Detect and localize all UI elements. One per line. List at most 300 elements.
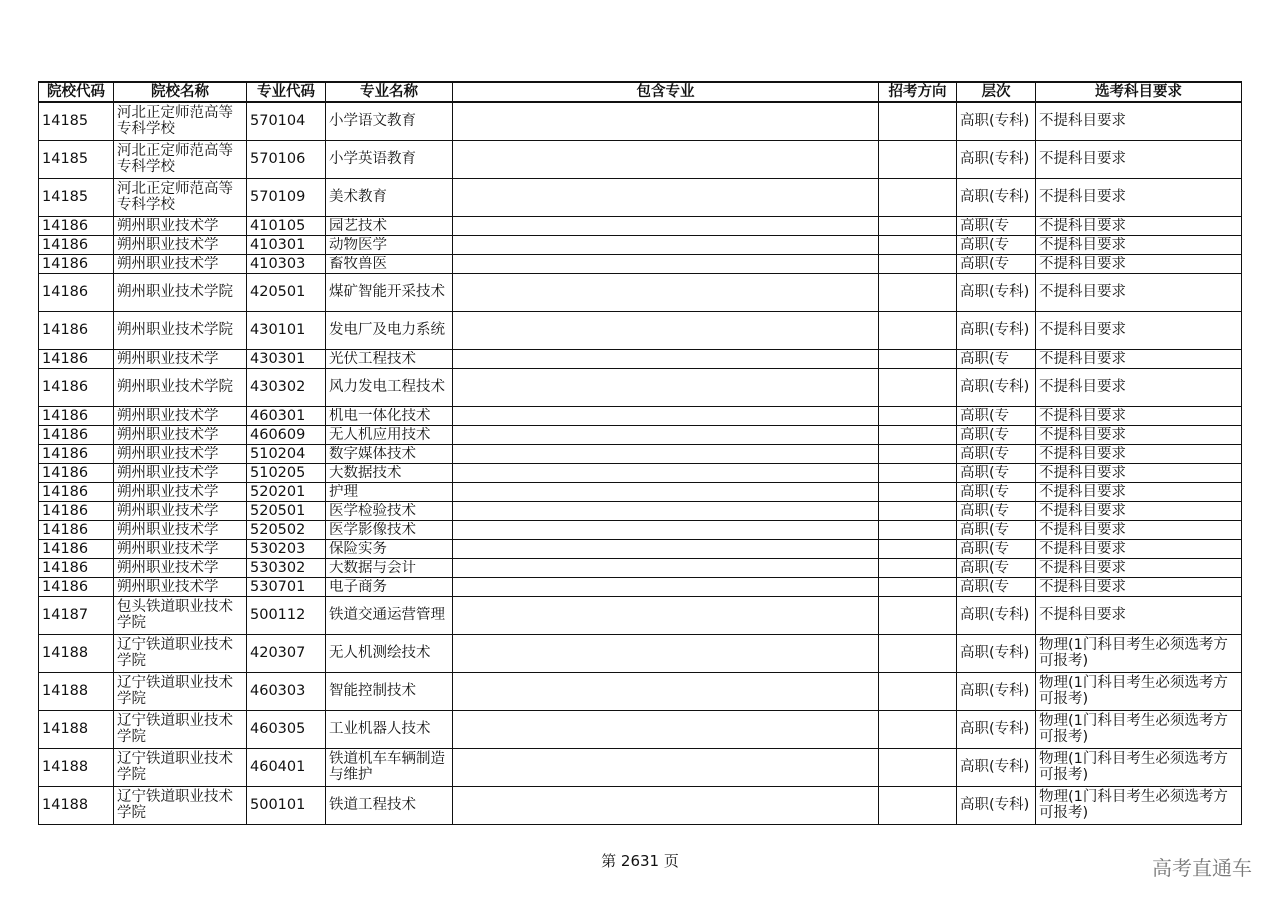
cell-level xyxy=(957,520,1036,539)
cell-level xyxy=(957,463,1036,482)
table-row xyxy=(39,672,1242,710)
cell-major-name: 工业机器人技术 xyxy=(326,710,453,748)
cell-school-code: 14186 xyxy=(39,311,114,349)
cell-school-name-text: 朔州职业技术学 xyxy=(117,559,219,576)
cell-included-majors xyxy=(453,482,879,501)
table-row xyxy=(39,349,1242,368)
cell-direction xyxy=(879,349,957,368)
cell-school-code: 14188 xyxy=(39,672,114,710)
cell-level: 高职(专科) xyxy=(957,140,1036,178)
cell-major-name: 美术教育 xyxy=(326,178,453,216)
cell-included-majors-text xyxy=(456,427,875,443)
table-row xyxy=(39,748,1242,786)
cell-direction-text xyxy=(882,522,953,538)
cell-included-majors-text xyxy=(456,465,875,481)
cell-level: 高职(专科) xyxy=(957,672,1036,710)
cell-included-majors xyxy=(453,254,879,273)
cell-major-name: 小学英语教育 xyxy=(326,140,453,178)
cell-major-code: 530701 xyxy=(247,577,326,596)
cell-level-text: 高职(专 xyxy=(960,521,1010,538)
cell-subject-req: 不提科目要求 xyxy=(1036,102,1242,140)
cell-level: 高职(专科) xyxy=(957,273,1036,311)
cell-subject-req: 物理(1门科目考生必须选考方可报考) xyxy=(1036,634,1242,672)
cell-major-name-text: 园艺技术 xyxy=(329,217,387,234)
cell-school-code: 14185 xyxy=(39,102,114,140)
cell-subject-req-text: 不提科目要求 xyxy=(1039,236,1126,253)
cell-school-name-text: 朔州职业技术学 xyxy=(117,578,219,595)
table-header-row xyxy=(39,82,1242,102)
cell-direction xyxy=(879,520,957,539)
cell-level-text: 高职(专 xyxy=(960,464,1010,481)
cell-level-text: 高职(专 xyxy=(960,502,1010,519)
cell-school-name xyxy=(114,235,247,254)
table-row xyxy=(39,178,1242,216)
cell-direction xyxy=(879,273,957,311)
cell-subject-req xyxy=(1036,444,1242,463)
cell-major-code: 410301 xyxy=(247,235,326,254)
cell-major-name xyxy=(326,216,453,235)
cell-direction-text xyxy=(882,237,953,253)
cell-direction xyxy=(879,634,957,672)
table-row xyxy=(39,254,1242,273)
table-row xyxy=(39,501,1242,520)
cell-major-code: 460303 xyxy=(247,672,326,710)
cell-level: 高职(专科) xyxy=(957,596,1036,634)
cell-major-name xyxy=(326,558,453,577)
table-row xyxy=(39,368,1242,406)
cell-subject-req xyxy=(1036,425,1242,444)
cell-school-code: 14188 xyxy=(39,786,114,824)
cell-major-code: 460301 xyxy=(247,406,326,425)
cell-subject-req xyxy=(1036,235,1242,254)
cell-school-name-text: 朔州职业技术学 xyxy=(117,445,219,462)
cell-direction-text xyxy=(882,503,953,519)
cell-school-name: 河北正定师范高等专科学校 xyxy=(114,140,247,178)
cell-direction-text xyxy=(882,408,953,424)
cell-level-text: 高职(专 xyxy=(960,255,1010,272)
cell-level: 高职(专科) xyxy=(957,311,1036,349)
cell-major-code: 410105 xyxy=(247,216,326,235)
cell-level xyxy=(957,349,1036,368)
cell-direction-text xyxy=(882,351,953,367)
cell-direction xyxy=(879,539,957,558)
table-row xyxy=(39,482,1242,501)
cell-subject-req-text: 不提科目要求 xyxy=(1039,426,1126,443)
cell-included-majors xyxy=(453,311,879,349)
cell-school-name: 河北正定师范高等专科学校 xyxy=(114,178,247,216)
cell-direction xyxy=(879,140,957,178)
cell-subject-req xyxy=(1036,463,1242,482)
cell-direction xyxy=(879,672,957,710)
cell-major-code: 520502 xyxy=(247,520,326,539)
cell-subject-req-text: 不提科目要求 xyxy=(1039,217,1126,234)
cell-subject-req: 不提科目要求 xyxy=(1036,273,1242,311)
cell-level xyxy=(957,254,1036,273)
cell-major-code: 530203 xyxy=(247,539,326,558)
cell-direction xyxy=(879,368,957,406)
cell-major-code: 530302 xyxy=(247,558,326,577)
cell-major-code: 430302 xyxy=(247,368,326,406)
cell-level: 高职(专科) xyxy=(957,178,1036,216)
cell-school-code: 14185 xyxy=(39,178,114,216)
table-row xyxy=(39,539,1242,558)
watermark-text: 高考直通车 xyxy=(1152,856,1252,880)
cell-school-code: 14186 xyxy=(39,216,114,235)
col-header-major-name: 专业名称 xyxy=(326,82,453,102)
cell-included-majors xyxy=(453,596,879,634)
table-row xyxy=(39,216,1242,235)
cell-school-name xyxy=(114,577,247,596)
table-row xyxy=(39,596,1242,634)
cell-direction xyxy=(879,311,957,349)
cell-subject-req: 物理(1门科目考生必须选考方可报考) xyxy=(1036,748,1242,786)
cell-direction xyxy=(879,577,957,596)
table-row xyxy=(39,786,1242,824)
col-header-school-code: 院校代码 xyxy=(39,82,114,102)
cell-major-name: 小学语文教育 xyxy=(326,102,453,140)
cell-included-majors xyxy=(453,406,879,425)
cell-school-name: 辽宁铁道职业技术学院 xyxy=(114,710,247,748)
cell-direction-text xyxy=(882,484,953,500)
cell-major-code: 430301 xyxy=(247,349,326,368)
cell-direction xyxy=(879,444,957,463)
cell-included-majors xyxy=(453,425,879,444)
cell-subject-req-text: 不提科目要求 xyxy=(1039,559,1126,576)
table-row xyxy=(39,311,1242,349)
cell-school-name: 朔州职业技术学院 xyxy=(114,368,247,406)
cell-major-name xyxy=(326,444,453,463)
cell-school-code: 14186 xyxy=(39,482,114,501)
cell-subject-req-text: 不提科目要求 xyxy=(1039,502,1126,519)
cell-included-majors xyxy=(453,558,879,577)
cell-school-code: 14186 xyxy=(39,425,114,444)
cell-included-majors xyxy=(453,273,879,311)
cell-school-name-text: 朔州职业技术学 xyxy=(117,255,219,272)
cell-included-majors xyxy=(453,463,879,482)
cell-level-text: 高职(专 xyxy=(960,540,1010,557)
table-row xyxy=(39,520,1242,539)
cell-subject-req xyxy=(1036,539,1242,558)
cell-level xyxy=(957,406,1036,425)
cell-major-name xyxy=(326,539,453,558)
cell-direction xyxy=(879,216,957,235)
table-row xyxy=(39,710,1242,748)
cell-subject-req: 不提科目要求 xyxy=(1036,368,1242,406)
cell-major-code: 410303 xyxy=(247,254,326,273)
cell-school-name-text: 朔州职业技术学 xyxy=(117,540,219,557)
cell-major-name xyxy=(326,349,453,368)
cell-level: 高职(专科) xyxy=(957,102,1036,140)
cell-school-code: 14186 xyxy=(39,349,114,368)
cell-school-name xyxy=(114,520,247,539)
cell-major-name xyxy=(326,482,453,501)
cell-major-code: 570109 xyxy=(247,178,326,216)
cell-school-name-text: 朔州职业技术学 xyxy=(117,217,219,234)
cell-included-majors xyxy=(453,748,879,786)
cell-school-name: 辽宁铁道职业技术学院 xyxy=(114,634,247,672)
cell-school-code: 14186 xyxy=(39,235,114,254)
cell-school-name: 辽宁铁道职业技术学院 xyxy=(114,748,247,786)
cell-school-name xyxy=(114,425,247,444)
cell-major-name: 铁道工程技术 xyxy=(326,786,453,824)
cell-direction xyxy=(879,596,957,634)
cell-major-code: 570104 xyxy=(247,102,326,140)
table-body xyxy=(39,102,1242,824)
table-row xyxy=(39,273,1242,311)
cell-direction-text xyxy=(882,446,953,462)
cell-major-name xyxy=(326,501,453,520)
cell-major-name: 智能控制技术 xyxy=(326,672,453,710)
cell-major-code: 460305 xyxy=(247,710,326,748)
cell-school-code: 14188 xyxy=(39,634,114,672)
cell-included-majors-text xyxy=(456,579,875,595)
cell-level-text: 高职(专 xyxy=(960,559,1010,576)
cell-level: 高职(专科) xyxy=(957,786,1036,824)
cell-school-name xyxy=(114,254,247,273)
cell-included-majors-text xyxy=(456,522,875,538)
cell-major-name-text: 医学检验技术 xyxy=(329,502,416,519)
cell-school-name-text: 朔州职业技术学 xyxy=(117,521,219,538)
table-row xyxy=(39,406,1242,425)
table-row xyxy=(39,463,1242,482)
cell-major-name: 铁道机车车辆制造与维护 xyxy=(326,748,453,786)
cell-subject-req: 不提科目要求 xyxy=(1036,140,1242,178)
cell-school-code: 14186 xyxy=(39,254,114,273)
cell-school-name-text: 朔州职业技术学 xyxy=(117,350,219,367)
cell-major-name: 风力发电工程技术 xyxy=(326,368,453,406)
cell-school-name: 朔州职业技术学院 xyxy=(114,311,247,349)
col-header-direction: 招考方向 xyxy=(879,82,957,102)
cell-included-majors-text xyxy=(456,503,875,519)
cell-included-majors xyxy=(453,368,879,406)
cell-school-code: 14186 xyxy=(39,406,114,425)
cell-major-code: 420307 xyxy=(247,634,326,672)
cell-level-text: 高职(专 xyxy=(960,217,1010,234)
cell-subject-req xyxy=(1036,216,1242,235)
cell-school-code: 14186 xyxy=(39,368,114,406)
cell-school-name-text: 朔州职业技术学 xyxy=(117,483,219,500)
cell-included-majors-text xyxy=(456,484,875,500)
cell-major-name-text: 无人机应用技术 xyxy=(329,426,431,443)
admissions-table xyxy=(38,81,1242,825)
cell-level xyxy=(957,501,1036,520)
cell-included-majors-text xyxy=(456,218,875,234)
cell-direction xyxy=(879,710,957,748)
cell-school-name-text: 朔州职业技术学 xyxy=(117,464,219,481)
cell-school-name-text: 朔州职业技术学 xyxy=(117,426,219,443)
cell-school-name xyxy=(114,444,247,463)
table-row xyxy=(39,235,1242,254)
cell-included-majors xyxy=(453,520,879,539)
cell-subject-req xyxy=(1036,482,1242,501)
cell-major-name-text: 电子商务 xyxy=(329,578,387,595)
table-row xyxy=(39,102,1242,140)
cell-school-code: 14186 xyxy=(39,539,114,558)
cell-major-code: 460609 xyxy=(247,425,326,444)
cell-major-name-text: 医学影像技术 xyxy=(329,521,416,538)
cell-school-name: 朔州职业技术学院 xyxy=(114,273,247,311)
cell-school-name xyxy=(114,501,247,520)
cell-school-code: 14186 xyxy=(39,520,114,539)
cell-level xyxy=(957,216,1036,235)
cell-major-name xyxy=(326,235,453,254)
cell-subject-req-text: 不提科目要求 xyxy=(1039,578,1126,595)
cell-school-name xyxy=(114,482,247,501)
col-header-included-majors: 包含专业 xyxy=(453,82,879,102)
cell-school-code: 14188 xyxy=(39,748,114,786)
cell-major-name-text: 数字媒体技术 xyxy=(329,445,416,462)
cell-direction xyxy=(879,482,957,501)
cell-school-name-text: 朔州职业技术学 xyxy=(117,236,219,253)
cell-subject-req-text: 不提科目要求 xyxy=(1039,445,1126,462)
cell-school-code: 14187 xyxy=(39,596,114,634)
cell-included-majors xyxy=(453,634,879,672)
cell-major-name xyxy=(326,577,453,596)
cell-school-code: 14186 xyxy=(39,444,114,463)
cell-direction xyxy=(879,406,957,425)
cell-school-name xyxy=(114,406,247,425)
cell-subject-req xyxy=(1036,558,1242,577)
cell-included-majors xyxy=(453,786,879,824)
cell-school-name xyxy=(114,539,247,558)
cell-school-name: 河北正定师范高等专科学校 xyxy=(114,102,247,140)
cell-included-majors xyxy=(453,102,879,140)
cell-direction xyxy=(879,501,957,520)
cell-direction xyxy=(879,235,957,254)
cell-school-name: 包头铁道职业技术学院 xyxy=(114,596,247,634)
cell-level xyxy=(957,425,1036,444)
cell-subject-req xyxy=(1036,406,1242,425)
cell-school-code: 14186 xyxy=(39,273,114,311)
table-row xyxy=(39,558,1242,577)
cell-level xyxy=(957,558,1036,577)
col-header-major-code: 专业代码 xyxy=(247,82,326,102)
cell-school-name: 辽宁铁道职业技术学院 xyxy=(114,786,247,824)
col-header-level: 层次 xyxy=(957,82,1036,102)
cell-major-name xyxy=(326,425,453,444)
cell-major-name: 铁道交通运营管理 xyxy=(326,596,453,634)
cell-level-text: 高职(专 xyxy=(960,445,1010,462)
cell-school-name: 辽宁铁道职业技术学院 xyxy=(114,672,247,710)
cell-direction-text xyxy=(882,218,953,234)
cell-major-name: 无人机测绘技术 xyxy=(326,634,453,672)
cell-subject-req-text: 不提科目要求 xyxy=(1039,464,1126,481)
cell-included-majors xyxy=(453,539,879,558)
col-header-school-name: 院校名称 xyxy=(114,82,247,102)
cell-included-majors xyxy=(453,140,879,178)
cell-school-name xyxy=(114,558,247,577)
cell-major-code: 500101 xyxy=(247,786,326,824)
cell-school-name xyxy=(114,216,247,235)
cell-included-majors-text xyxy=(456,237,875,253)
cell-direction-text xyxy=(882,579,953,595)
cell-included-majors-text xyxy=(456,446,875,462)
cell-subject-req: 不提科目要求 xyxy=(1036,596,1242,634)
cell-included-majors-text xyxy=(456,408,875,424)
table-row xyxy=(39,444,1242,463)
cell-subject-req: 不提科目要求 xyxy=(1036,311,1242,349)
cell-included-majors xyxy=(453,444,879,463)
cell-school-name-text: 朔州职业技术学 xyxy=(117,407,219,424)
cell-level xyxy=(957,444,1036,463)
cell-school-code: 14186 xyxy=(39,463,114,482)
cell-subject-req xyxy=(1036,520,1242,539)
cell-major-name-text: 大数据与会计 xyxy=(329,559,416,576)
cell-included-majors-text xyxy=(456,541,875,557)
cell-included-majors xyxy=(453,178,879,216)
cell-subject-req-text: 不提科目要求 xyxy=(1039,407,1126,424)
cell-direction-text xyxy=(882,465,953,481)
cell-major-code: 510205 xyxy=(247,463,326,482)
cell-level-text: 高职(专 xyxy=(960,236,1010,253)
cell-school-name xyxy=(114,463,247,482)
cell-level xyxy=(957,577,1036,596)
cell-school-code: 14186 xyxy=(39,558,114,577)
cell-major-name-text: 光伏工程技术 xyxy=(329,350,416,367)
cell-subject-req xyxy=(1036,254,1242,273)
cell-major-name xyxy=(326,254,453,273)
cell-direction-text xyxy=(882,560,953,576)
cell-direction xyxy=(879,425,957,444)
cell-major-name xyxy=(326,463,453,482)
cell-subject-req xyxy=(1036,349,1242,368)
cell-major-name-text: 动物医学 xyxy=(329,236,387,253)
cell-subject-req-text: 不提科目要求 xyxy=(1039,255,1126,272)
cell-direction xyxy=(879,786,957,824)
cell-level-text: 高职(专 xyxy=(960,578,1010,595)
cell-major-name-text: 机电一体化技术 xyxy=(329,407,431,424)
cell-major-name xyxy=(326,520,453,539)
cell-direction xyxy=(879,102,957,140)
cell-included-majors-text xyxy=(456,351,875,367)
cell-level: 高职(专科) xyxy=(957,634,1036,672)
cell-direction xyxy=(879,254,957,273)
cell-included-majors xyxy=(453,710,879,748)
table-row xyxy=(39,577,1242,596)
cell-major-name-text: 大数据技术 xyxy=(329,464,402,481)
table-row xyxy=(39,425,1242,444)
cell-major-code: 510204 xyxy=(247,444,326,463)
cell-school-code: 14185 xyxy=(39,140,114,178)
cell-level xyxy=(957,482,1036,501)
cell-included-majors xyxy=(453,216,879,235)
cell-level xyxy=(957,539,1036,558)
cell-level-text: 高职(专 xyxy=(960,483,1010,500)
cell-school-code: 14188 xyxy=(39,710,114,748)
cell-direction-text xyxy=(882,541,953,557)
cell-subject-req: 物理(1门科目考生必须选考方可报考) xyxy=(1036,710,1242,748)
cell-major-code: 570106 xyxy=(247,140,326,178)
cell-subject-req-text: 不提科目要求 xyxy=(1039,350,1126,367)
cell-subject-req: 物理(1门科目考生必须选考方可报考) xyxy=(1036,786,1242,824)
cell-subject-req xyxy=(1036,577,1242,596)
cell-subject-req-text: 不提科目要求 xyxy=(1039,483,1126,500)
cell-school-name xyxy=(114,349,247,368)
cell-major-name: 煤矿智能开采技术 xyxy=(326,273,453,311)
cell-subject-req: 物理(1门科目考生必须选考方可报考) xyxy=(1036,672,1242,710)
cell-included-majors xyxy=(453,577,879,596)
cell-major-code: 420501 xyxy=(247,273,326,311)
cell-included-majors xyxy=(453,672,879,710)
cell-level: 高职(专科) xyxy=(957,710,1036,748)
cell-level: 高职(专科) xyxy=(957,748,1036,786)
table-row xyxy=(39,140,1242,178)
cell-direction xyxy=(879,558,957,577)
col-header-subject-req: 选考科目要求 xyxy=(1036,82,1242,102)
cell-school-code: 14186 xyxy=(39,577,114,596)
cell-level-text: 高职(专 xyxy=(960,350,1010,367)
cell-level-text: 高职(专 xyxy=(960,407,1010,424)
